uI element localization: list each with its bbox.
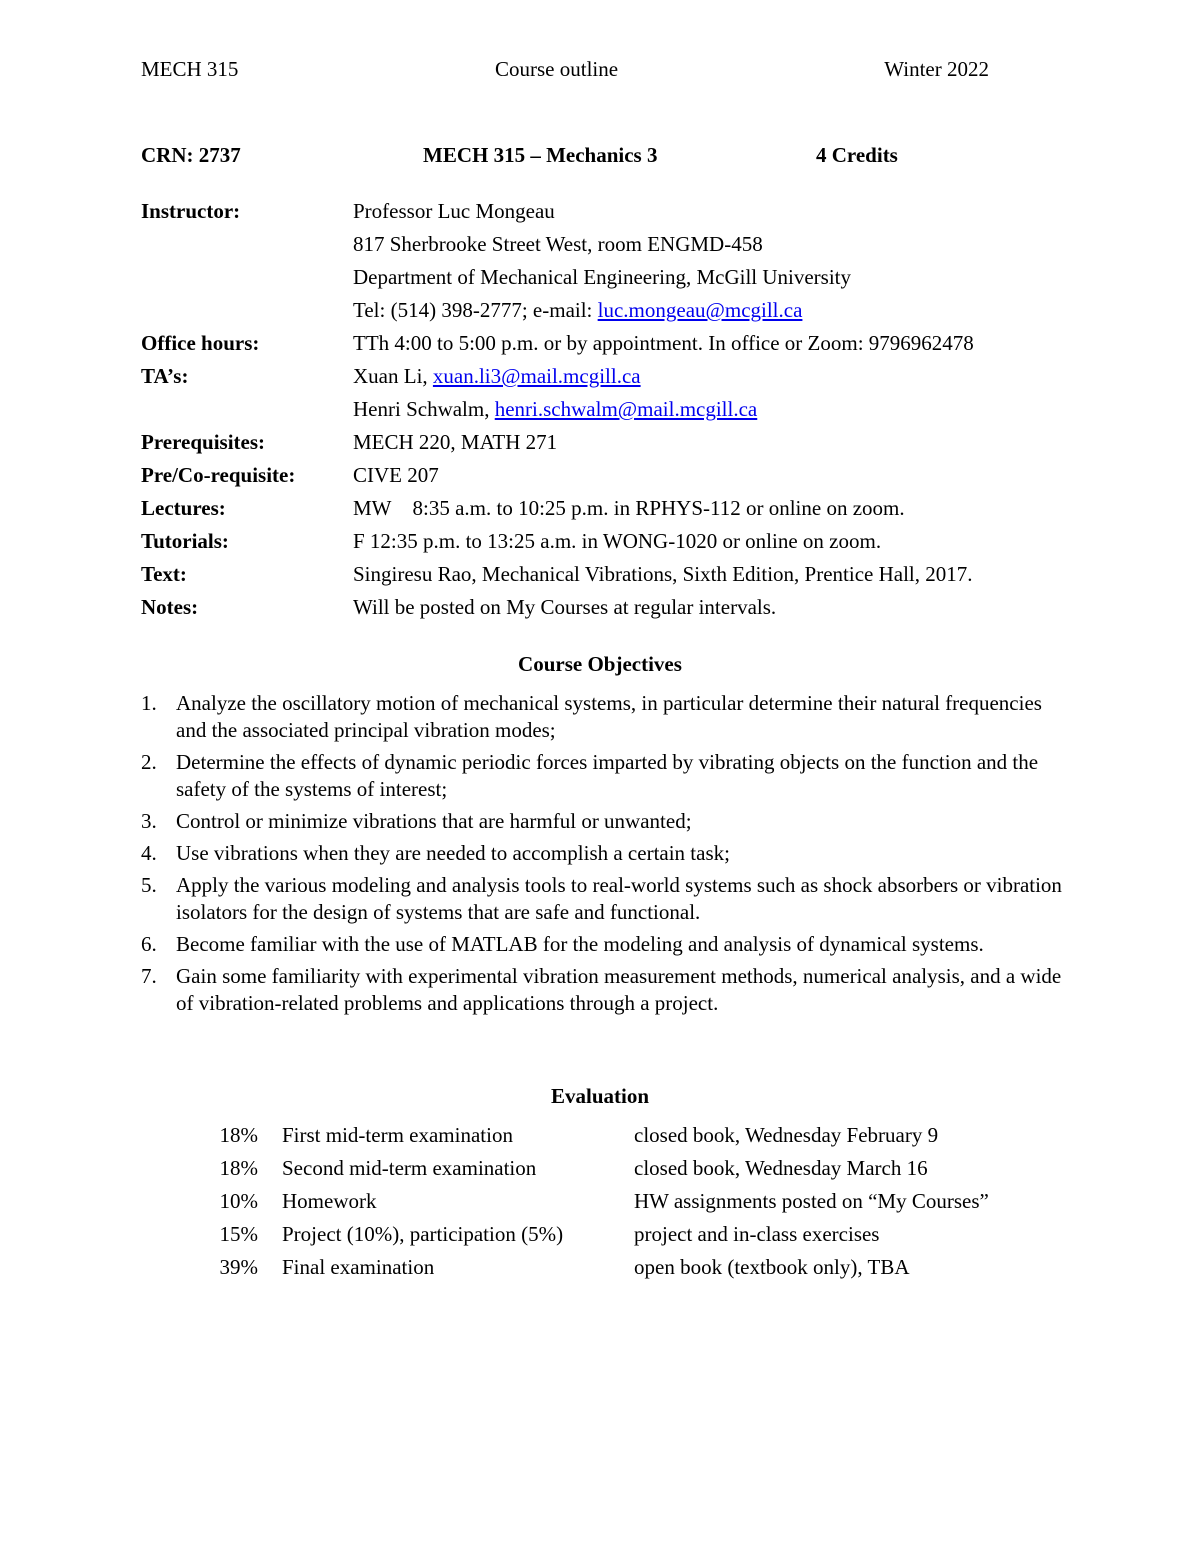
office-hours-value: TTh 4:00 to 5:00 p.m. or by appointment. In office or Zoom: 9796962478 bbox=[353, 331, 974, 355]
info-row-tutorials bbox=[141, 527, 1081, 560]
header-course-code: MECH 315 bbox=[141, 57, 239, 81]
tutorials-label: Tutorials: bbox=[141, 529, 229, 553]
notes-value: Will be posted on My Courses at regular intervals. bbox=[353, 595, 777, 619]
prerequisites-value: MECH 220, MATH 271 bbox=[353, 430, 558, 454]
tas-label: TA’s: bbox=[141, 364, 189, 388]
evaluation-item: Homework bbox=[282, 1189, 377, 1213]
objectives-list bbox=[141, 690, 1071, 1022]
evaluation-percent: 18% bbox=[219, 1156, 258, 1180]
ta1-value bbox=[353, 362, 641, 395]
list-item bbox=[141, 931, 1071, 958]
evaluation-percent: 15% bbox=[219, 1222, 258, 1246]
evaluation-percent: 18% bbox=[219, 1123, 258, 1147]
info-row-notes bbox=[141, 593, 1081, 626]
list-item bbox=[141, 840, 1071, 867]
ta1-name: Xuan Li, bbox=[353, 364, 433, 388]
evaluation-item: First mid-term examination bbox=[282, 1123, 513, 1147]
evaluation-item: Second mid-term examination bbox=[282, 1156, 537, 1180]
list-item-text: Become familiar with the use of MATLAB for the modeling and analysis of dynamical systems. bbox=[176, 932, 984, 956]
evaluation-percent: 10% bbox=[219, 1189, 258, 1213]
evaluation-note: project and in-class exercises bbox=[634, 1222, 880, 1246]
info-row-contact bbox=[141, 296, 1081, 329]
instructor-name: Professor Luc Mongeau bbox=[353, 199, 555, 223]
info-row-text bbox=[141, 560, 1081, 593]
ta2-email-link[interactable]: henri.schwalm@mail.mcgill.ca bbox=[494, 397, 758, 421]
instructor-address: 817 Sherbrooke Street West, room ENGMD-458 bbox=[353, 232, 763, 256]
list-item bbox=[141, 749, 1071, 803]
course-credits: 4 Credits bbox=[816, 143, 898, 167]
course-info-block bbox=[141, 197, 1081, 626]
header-doc-title: Course outline bbox=[495, 57, 619, 81]
list-item-text: Use vibrations when they are needed to accomplish a certain task; bbox=[176, 841, 730, 865]
info-row-instructor bbox=[141, 197, 1081, 230]
list-item bbox=[141, 963, 1071, 1017]
list-item-text: Control or minimize vibrations that are harmful or unwanted; bbox=[176, 809, 692, 833]
table-row bbox=[200, 1253, 1080, 1286]
header-term: Winter 2022 bbox=[884, 57, 989, 81]
page-header bbox=[141, 57, 991, 85]
lectures-value: MW 8:35 a.m. to 10:25 p.m. in RPHYS-112 or online on zoom. bbox=[353, 496, 905, 520]
list-item-number: 6. bbox=[141, 932, 157, 956]
list-item bbox=[141, 690, 1071, 744]
notes-label: Notes: bbox=[141, 595, 199, 619]
instructor-tel: Tel: (514) 398-2777; e-mail: bbox=[353, 298, 598, 322]
info-row-lectures bbox=[141, 494, 1081, 527]
corequisite-label: Pre/Co-requisite: bbox=[141, 463, 296, 487]
evaluation-item: Project (10%), participation (5%) bbox=[282, 1222, 564, 1246]
instructor-contact bbox=[353, 296, 802, 329]
evaluation-item: Final examination bbox=[282, 1255, 435, 1279]
course-title-line bbox=[141, 143, 941, 171]
evaluation-percent: 39% bbox=[219, 1255, 258, 1279]
list-item-text: Gain some familiarity with experimental vibration measurement methods, numerical analysis, and a wide of vibration-related problems and applications through a project. bbox=[176, 964, 1062, 1015]
evaluation-note: open book (textbook only), TBA bbox=[634, 1255, 910, 1279]
list-item-number: 4. bbox=[141, 841, 157, 865]
info-row-department bbox=[141, 263, 1081, 296]
list-item bbox=[141, 808, 1071, 835]
course-crn: CRN: 2737 bbox=[141, 143, 241, 167]
course-title: MECH 315 – Mechanics 3 bbox=[423, 143, 658, 167]
info-row-corequisite bbox=[141, 461, 1081, 494]
office-hours-label: Office hours: bbox=[141, 331, 260, 355]
table-row bbox=[200, 1154, 1080, 1187]
evaluation-heading: Evaluation bbox=[550, 1084, 650, 1108]
ta2-value bbox=[353, 395, 757, 428]
text-label: Text: bbox=[141, 562, 187, 586]
info-row-prerequisites bbox=[141, 428, 1081, 461]
info-row-office-hours bbox=[141, 329, 1081, 362]
list-item bbox=[141, 872, 1071, 926]
info-row-ta1 bbox=[141, 362, 1081, 395]
ta2-name: Henri Schwalm, bbox=[353, 397, 495, 421]
ta1-email-link[interactable]: xuan.li3@mail.mcgill.ca bbox=[432, 364, 641, 388]
instructor-label: Instructor: bbox=[141, 199, 241, 223]
lectures-label: Lectures: bbox=[141, 496, 226, 520]
objectives-heading: Course Objectives bbox=[518, 652, 682, 676]
evaluation-note: closed book, Wednesday March 16 bbox=[634, 1156, 928, 1180]
evaluation-note: closed book, Wednesday February 9 bbox=[634, 1123, 939, 1147]
instructor-email-link[interactable]: luc.mongeau@mcgill.ca bbox=[597, 298, 803, 322]
list-item-text: Analyze the oscillatory motion of mechanical systems, in particular determine their natural frequencies and the associated principal vibration modes; bbox=[176, 691, 1042, 742]
list-item-text: Determine the effects of dynamic periodic forces imparted by vibrating objects on the function and the safety of the systems of interest; bbox=[176, 750, 1039, 801]
list-item-number: 1. bbox=[141, 691, 157, 715]
info-row-address bbox=[141, 230, 1081, 263]
evaluation-table bbox=[200, 1121, 1080, 1286]
list-item-number: 2. bbox=[141, 750, 157, 774]
table-row bbox=[200, 1187, 1080, 1220]
corequisite-value: CIVE 207 bbox=[353, 463, 439, 487]
list-item-number: 7. bbox=[141, 964, 157, 988]
info-row-ta2 bbox=[141, 395, 1081, 428]
text-value: Singiresu Rao, Mechanical Vibrations, Sixth Edition, Prentice Hall, 2017. bbox=[353, 562, 973, 586]
instructor-department: Department of Mechanical Engineering, McGill University bbox=[353, 265, 852, 289]
table-row bbox=[200, 1220, 1080, 1253]
table-row bbox=[200, 1121, 1080, 1154]
list-item-text: Apply the various modeling and analysis tools to real-world systems such as shock absorbers or vibration isolators for the design of systems that are safe and functional. bbox=[176, 873, 1062, 924]
prerequisites-label: Prerequisites: bbox=[141, 430, 266, 454]
tutorials-value: F 12:35 p.m. to 13:25 a.m. in WONG-1020 or online on zoom. bbox=[353, 529, 882, 553]
list-item-number: 3. bbox=[141, 809, 157, 833]
list-item-number: 5. bbox=[141, 873, 157, 897]
evaluation-note: HW assignments posted on “My Courses” bbox=[634, 1189, 989, 1213]
